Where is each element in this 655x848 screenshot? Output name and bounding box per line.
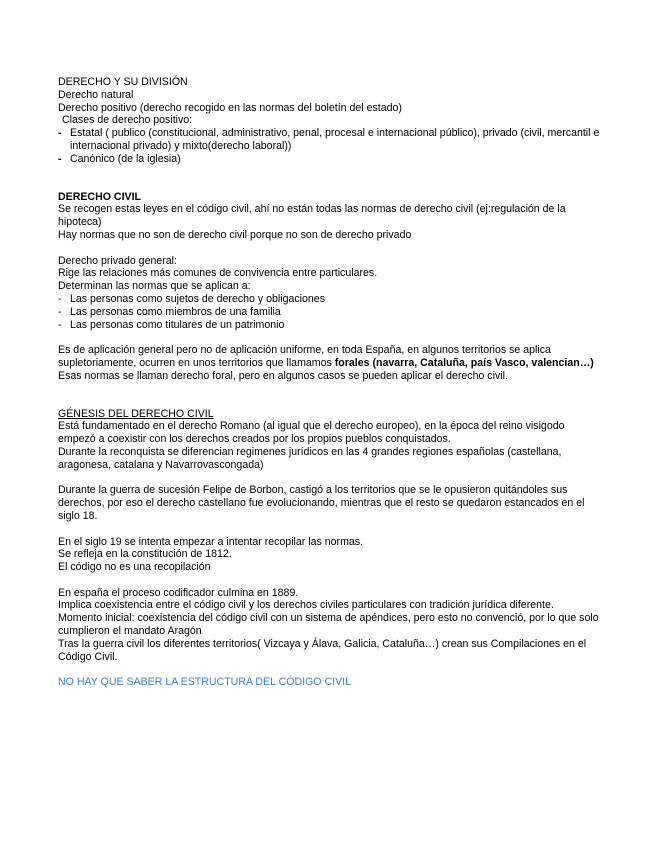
list-item-text: Las personas como titulares de un patrimonio	[70, 318, 285, 331]
list-item	[58, 127, 603, 153]
paragraph: Tras la guerra civil los diferentes territorios( Vizcaya y Álava, Galicia, Cataluña…) crean sus Compilaciones en el Código Civil.	[58, 637, 587, 663]
list-item	[58, 153, 603, 166]
list-item-text: Las personas como miembros de una familia	[70, 305, 281, 318]
paragraph: El código no es una recopilación	[58, 561, 211, 574]
list-item-text: Canónico (de la iglesia)	[70, 152, 181, 165]
forales-bold-text: forales (navarra, Cataluña, país Vasco, valencian…)	[334, 356, 594, 369]
bullet-icon: -	[58, 127, 62, 140]
list-item-text: Las personas como sujetos de derecho y obligaciones	[70, 292, 325, 305]
dash-icon: -	[58, 292, 62, 305]
paragraph: Esas normas se llaman derecho foral, pero en algunos casos se pueden aplicar el derecho civil.	[58, 369, 508, 382]
paragraph	[58, 344, 603, 370]
paragraph: En españa el proceso codificador culmina en 1889.	[58, 586, 299, 599]
aplicacion-text: Es de aplicación general pero no de aplicación uniforme, en toda España, en algunos territorios se aplica supletoriamente, ocurren en unos territorios que llamamos	[58, 344, 551, 369]
document-page	[58, 76, 603, 689]
paragraph: Momento inicial: coexistencia del código civil con un sistema de apéndices, pero esto no convenció, por lo que solo cumplieron el mandato Aragón	[58, 612, 599, 638]
paragraph: Implica coexistencia entre el código civil y los derechos civiles particulares con tradición jurídica diferente.	[58, 599, 554, 612]
section-title-genesis: GÉNESIS DEL DERECHO CIVIL	[58, 407, 214, 420]
clases-label: Clases de derecho positivo:	[62, 114, 193, 127]
paragraph: Durante la reconquista se diferencian regimenes jurídicos en las 4 grandes regiones españolas (castellana, aragonesa, catalana y Navarrovascongada)	[58, 445, 562, 471]
dash-icon: -	[58, 305, 62, 318]
note-structure-codigo-civil: NO HAY QUE SABER LA ESTRUCTURA DEL CÓDIGO CIVIL	[58, 676, 351, 689]
list-item	[58, 306, 603, 319]
paragraph: Hay normas que no son de derecho civil porque no son de derecho privado	[58, 228, 412, 241]
dash-icon: -	[58, 318, 62, 331]
section-title-derecho-civil: DERECHO CIVIL	[58, 190, 141, 203]
intro-line: Derecho positivo (derecho recogido en las normas del boletín del estado)	[58, 101, 402, 114]
paragraph: Rige las relaciones más comunes de convivencia entre particulares.	[58, 267, 378, 280]
paragraph: En el siglo 19 se intenta empezar a intentar recopilar las normas.	[58, 535, 364, 548]
paragraph: Se refleja en la constitución de 1812.	[58, 548, 232, 561]
paragraph: Durante la guerra de sucesión Felipe de Borbon, castigó a los territorios que se le opusieron quitándoles sus derechos, por eso el derecho castellano fue evolucionando, mientras que el resto se quedaron estancados en el siglo 18.	[58, 484, 585, 522]
paragraph: Está fundamentado en el derecho Romano (al igual que el derecho europeo), en la época del reino visigodo empezó a coexistir con los derechos creados por los propios pueblos conquistados.	[58, 420, 565, 446]
heading-derecho-division: DERECHO Y SU DIVISIÓN	[58, 76, 188, 88]
list-item-text: Estatal ( publico (constitucional, administrativo, penal, procesal e internacional público), privado (civil, mercantil e internacional privado) y mixto(derecho laboral))	[70, 127, 600, 152]
paragraph: Se recogen estas leyes en el código civil, ahí no están todas las normas de derecho civil (ej:regulación de la hipoteca)	[58, 203, 566, 229]
list-item	[58, 293, 603, 306]
bullet-icon: -	[58, 152, 62, 165]
general-label: Derecho privado general:	[58, 254, 177, 267]
list-item	[58, 319, 603, 332]
paragraph: Determinan las normas que se aplican a:	[58, 280, 251, 293]
intro-line: Derecho natural	[58, 88, 134, 101]
